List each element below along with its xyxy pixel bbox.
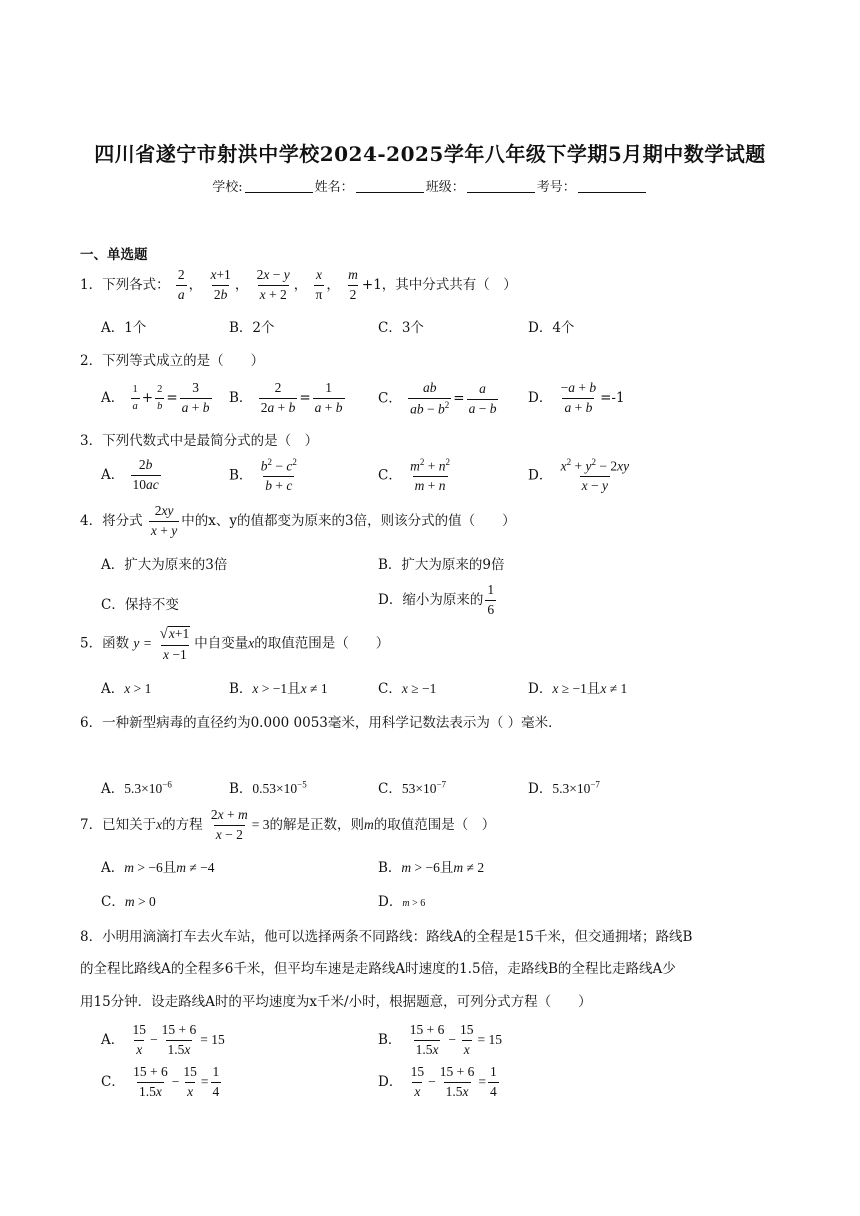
school-blank[interactable] — [245, 180, 313, 193]
question-3-stem: 3．下列代数式中是最简分式的是（ ） — [80, 433, 319, 449]
math-frac: $\frac{x+1}{2b}$ — [210, 267, 231, 302]
name-label: 姓名： — [314, 180, 354, 195]
option-d[interactable]: D．4个 — [528, 320, 575, 336]
option-d[interactable]: D． $\frac{x^2 + y^2 - 2xy}{x - y}$ — [528, 457, 630, 494]
number-label: 考号： — [536, 180, 576, 195]
option-d[interactable]: D．x ≥ −1且x ≠ 1 — [528, 681, 628, 697]
option-c[interactable]: C． $\frac{m^2 + n^2}{m + n}$ — [378, 457, 451, 494]
name-blank[interactable] — [356, 180, 424, 193]
question-8-line-3: 用15分钟．设走路线A时的平均速度为x千米/小时，根据题意，可列分式方程（ ） — [80, 994, 592, 1010]
section-heading: 一、单选题 — [80, 247, 148, 263]
page-title: 四川省遂宁市射洪中学校2024-2025学年八年级下学期5月期中数学试题 — [94, 142, 766, 166]
option-c[interactable]: C．$53\times 10^{-7}$ — [378, 779, 447, 797]
option-b[interactable]: B．m > −6且m ≠ 2 — [378, 860, 485, 876]
option-c[interactable]: C．x ≥ −1 — [378, 681, 437, 697]
option-a[interactable]: A．扩大为原来的3倍 — [101, 557, 228, 573]
option-a[interactable]: A．$5.3\times 10^{-6}$ — [101, 779, 172, 797]
option-d[interactable]: D．$5.3\times 10^{-7}$ — [528, 779, 600, 797]
option-a[interactable]: A． $\frac{15}{x}$ − $\frac{15 + 6}{1.5x}$ = 15 — [101, 1022, 225, 1057]
option-c[interactable]: C．3个 — [378, 320, 424, 336]
option-b[interactable]: B． $\frac{15 + 6}{1.5x}$ − $\frac{15}{x}$ = 15 — [378, 1022, 502, 1057]
question-4-stem: 4．将分式 $\frac{2xy}{x + y}$ 中的x、y的值都变为原来的3倍，则该分式的值（ ） — [80, 503, 516, 538]
option-a[interactable]: A．m > −6且m ≠ −4 — [101, 860, 215, 876]
option-b[interactable]: B． $\frac{b^2 - c^2}{b + c}$ — [229, 457, 297, 494]
class-label: 班级： — [425, 180, 465, 195]
option-b[interactable]: B．扩大为原来的9倍 — [378, 557, 505, 573]
option-c[interactable]: C． $\frac{ab}{ab - b^2}$ = $\frac{a}{a - b}$ — [378, 380, 497, 417]
question-8-line-2: 的全程比路线A的全程多6千米，但平均车速是走路线A时速度的1.5倍，走路线B的全程比走路线A少 — [80, 961, 676, 977]
option-b[interactable]: B．$0.53\times 10^{-5}$ — [229, 779, 307, 797]
question-5-stem: 5．函数 y = $\frac{√x+1}{x -1}$ 中自变量x的取值范围是（ ） — [80, 626, 390, 662]
math-frac: $\frac{2x - y}{x + 2}$ — [256, 267, 290, 302]
option-a[interactable]: A． $\frac{2b}{10ac}$ — [101, 457, 159, 492]
option-c[interactable]: C．m > 0 — [101, 894, 156, 910]
option-b[interactable]: B．x > −1且x ≠ 1 — [229, 681, 328, 697]
option-c[interactable]: C．保持不变 — [101, 597, 179, 613]
option-d[interactable]: D． $\frac{15}{x}$ − $\frac{15 + 6}{1.5x}$ = $\frac{1}{4}$ — [378, 1064, 497, 1099]
math-frac: $\frac{m}{2}$ — [348, 267, 358, 302]
math-frac: $\frac{2}{a}$ — [177, 267, 185, 302]
option-b[interactable]: B．2个 — [229, 320, 275, 336]
question-6-stem: 6．一种新型病毒的直径约为0.000 0053毫米，用科学记数法表示为（ ）毫米． — [80, 715, 562, 731]
option-d[interactable]: D． $\frac{-a + b}{a + b}$ =-1 — [528, 380, 625, 415]
student-info-line — [0, 176, 860, 195]
question-2-stem: 2．下列等式成立的是（ ） — [80, 353, 265, 369]
option-a[interactable]: A． $\frac{1}{a}$ + $\frac{2}{b}$ = $\frac{3}{a + b}$ — [101, 380, 210, 415]
option-d[interactable]: D．缩小为原来的 $\frac{1}{6}$ — [378, 582, 495, 617]
question-1-stem: 1．下列各式： $\frac{2}{a}$ ， $\frac{x+1}{2b}$ ， $\frac{2x - y}{x + 2}$ ， $\frac{x}{\pi}$ ， $\frac{m}{2}$ +1，其中分式共有（ ） — [80, 267, 517, 302]
option-d[interactable]: D．m > 6 — [378, 894, 426, 910]
number-blank[interactable] — [578, 180, 646, 193]
math-frac: $\frac{x}{\pi}$ — [315, 267, 323, 302]
option-a[interactable]: A．x > 1 — [101, 681, 152, 697]
question-8-line-1: 8．小明用滴滴打车去火车站，他可以选择两条不同路线：路线A的全程是15千米，但交通拥堵；路线B — [80, 929, 693, 945]
option-c[interactable]: C． $\frac{15 + 6}{1.5x}$ − $\frac{15}{x}$ = $\frac{1}{4}$ — [101, 1064, 220, 1099]
class-blank[interactable] — [467, 180, 535, 193]
option-a[interactable]: A．1个 — [101, 320, 147, 336]
option-b[interactable]: B． $\frac{2}{2a + b}$ = $\frac{1}{a + b}$ — [229, 380, 343, 415]
question-7-stem: 7．已知关于x的方程 $\frac{2x + m}{x - 2}$ = 3的解是正数，则m的取值范围是（ ） — [80, 807, 496, 842]
school-label: 学校: — [212, 180, 243, 195]
